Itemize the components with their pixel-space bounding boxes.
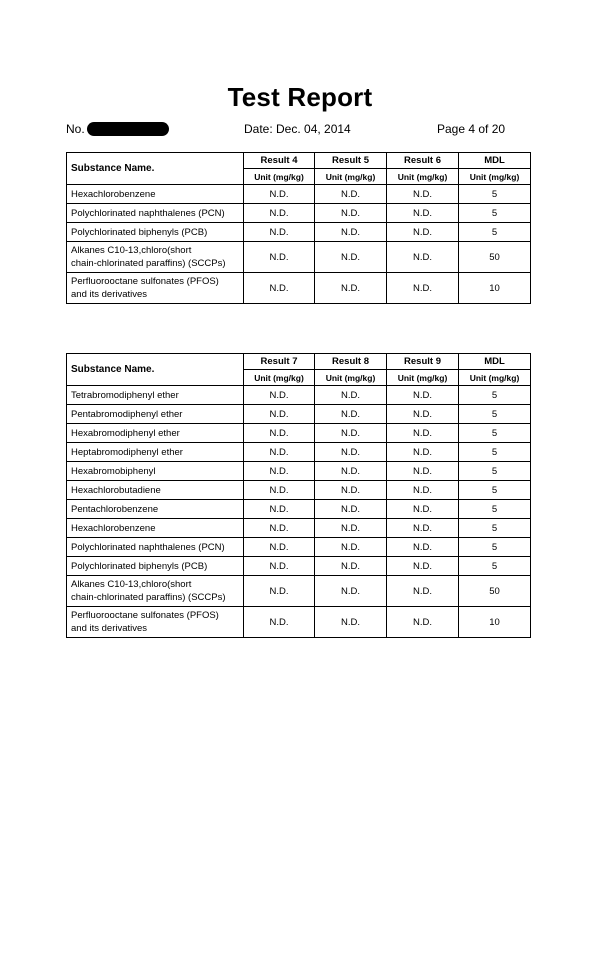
result-cell: N.D. (244, 223, 315, 242)
result-cell: N.D. (387, 607, 459, 638)
result-cell: N.D. (244, 500, 315, 519)
page-title: Test Report (227, 82, 373, 112)
column-header: MDL (459, 354, 531, 370)
result-cell: N.D. (315, 405, 387, 424)
report-number-label: No. (66, 122, 85, 136)
table-2-body (67, 386, 531, 638)
table-row (67, 242, 531, 273)
column-header: Result 9 (387, 354, 459, 370)
column-header: Result 5 (315, 153, 387, 169)
mdl-cell: 5 (459, 424, 531, 443)
result-cell: N.D. (387, 462, 459, 481)
result-cell: N.D. (244, 185, 315, 204)
result-cell: N.D. (244, 557, 315, 576)
column-header: Result 6 (387, 153, 459, 169)
mdl-cell: 5 (459, 481, 531, 500)
result-cell: N.D. (315, 500, 387, 519)
table-row (67, 462, 531, 481)
result-cell: N.D. (387, 185, 459, 204)
result-cell: N.D. (387, 223, 459, 242)
table-row (67, 204, 531, 223)
unit-header: Unit (mg/kg) (387, 169, 459, 185)
result-cell: N.D. (387, 576, 459, 607)
column-header: MDL (459, 153, 531, 169)
result-cell: N.D. (387, 273, 459, 304)
result-cell: N.D. (315, 519, 387, 538)
unit-header: Unit (mg/kg) (315, 169, 387, 185)
substance-name-cell: Hexabromodiphenyl ether (67, 424, 244, 443)
result-cell: N.D. (244, 204, 315, 223)
table-row (67, 519, 531, 538)
result-cell: N.D. (387, 405, 459, 424)
table-row (67, 405, 531, 424)
table-row (67, 386, 531, 405)
table-row (67, 424, 531, 443)
column-header: Result 4 (244, 153, 315, 169)
unit-header: Unit (mg/kg) (244, 169, 315, 185)
result-cell: N.D. (315, 223, 387, 242)
result-cell: N.D. (244, 607, 315, 638)
column-header: Result 8 (315, 354, 387, 370)
result-cell: N.D. (244, 519, 315, 538)
substance-name-line: Alkanes C10-13,chloro(short (71, 579, 192, 590)
table-1-body (67, 185, 531, 304)
mdl-cell: 50 (459, 576, 531, 607)
result-cell: N.D. (244, 481, 315, 500)
result-cell: N.D. (387, 443, 459, 462)
result-cell: N.D. (244, 405, 315, 424)
substance-name-line: Alkanes C10-13,chloro(short (71, 245, 192, 256)
substance-name-cell (67, 242, 244, 273)
result-cell: N.D. (244, 576, 315, 607)
result-cell: N.D. (387, 557, 459, 576)
substance-name-cell: Hexachlorobenzene (67, 185, 244, 204)
result-cell: N.D. (315, 538, 387, 557)
unit-header: Unit (mg/kg) (459, 169, 531, 185)
page-number: Page 4 of 20 (437, 122, 506, 136)
mdl-cell: 5 (459, 443, 531, 462)
result-cell: N.D. (387, 242, 459, 273)
mdl-cell: 10 (459, 273, 531, 304)
mdl-cell: 5 (459, 185, 531, 204)
substance-name-cell (67, 607, 244, 638)
table-row (67, 223, 531, 242)
table-row (67, 481, 531, 500)
report-date: Date: Dec. 04, 2014 (244, 122, 351, 136)
mdl-cell: 5 (459, 538, 531, 557)
result-cell: N.D. (315, 424, 387, 443)
substance-name-cell (67, 576, 244, 607)
substance-name-line: Perfluorooctane sulfonates (PFOS) (71, 610, 219, 621)
result-cell: N.D. (387, 500, 459, 519)
result-cell: N.D. (244, 443, 315, 462)
result-cell: N.D. (387, 519, 459, 538)
mdl-cell: 5 (459, 223, 531, 242)
result-cell: N.D. (315, 242, 387, 273)
result-cell: N.D. (244, 424, 315, 443)
result-cell: N.D. (315, 443, 387, 462)
mdl-cell: 5 (459, 557, 531, 576)
substance-name-line: and its derivatives (71, 623, 148, 634)
table-row (67, 607, 531, 638)
result-cell: N.D. (244, 273, 315, 304)
table-row (67, 576, 531, 607)
unit-header: Unit (mg/kg) (387, 370, 459, 386)
substance-name-header: Substance Name. (67, 354, 244, 386)
substance-name-cell: Hexachlorobenzene (67, 519, 244, 538)
result-cell: N.D. (244, 462, 315, 481)
substance-name-cell: Polychlorinated biphenyls (PCB) (67, 557, 244, 576)
substance-name-cell: Hexabromobiphenyl (67, 462, 244, 481)
result-cell: N.D. (315, 557, 387, 576)
substance-name-cell: Tetrabromodiphenyl ether (67, 386, 244, 405)
mdl-cell: 50 (459, 242, 531, 273)
report-number (66, 122, 169, 137)
mdl-cell: 10 (459, 607, 531, 638)
substance-name-cell: Heptabromodiphenyl ether (67, 443, 244, 462)
redaction-box (87, 122, 169, 136)
mdl-cell: 5 (459, 204, 531, 223)
result-cell: N.D. (244, 538, 315, 557)
column-header: Result 7 (244, 354, 315, 370)
unit-header: Unit (mg/kg) (459, 370, 531, 386)
substance-name-cell: Polychlorinated biphenyls (PCB) (67, 223, 244, 242)
unit-header: Unit (mg/kg) (315, 370, 387, 386)
result-cell: N.D. (315, 185, 387, 204)
substance-name-line: chain-chlorinated paraffins) (SCCPs) (71, 258, 226, 269)
result-cell: N.D. (387, 424, 459, 443)
substance-name-cell: Pentabromodiphenyl ether (67, 405, 244, 424)
table-row (67, 557, 531, 576)
results-table-2 (66, 353, 531, 638)
substance-name-line: and its derivatives (71, 289, 148, 300)
mdl-cell: 5 (459, 462, 531, 481)
substance-name-header: Substance Name. (67, 153, 244, 185)
result-cell: N.D. (315, 386, 387, 405)
result-cell: N.D. (315, 576, 387, 607)
result-cell: N.D. (244, 386, 315, 405)
substance-name-line: chain-chlorinated paraffins) (SCCPs) (71, 592, 226, 603)
mdl-cell: 5 (459, 386, 531, 405)
result-cell: N.D. (387, 481, 459, 500)
mdl-cell: 5 (459, 405, 531, 424)
table-row (67, 273, 531, 304)
result-cell: N.D. (387, 538, 459, 557)
result-cell: N.D. (315, 273, 387, 304)
mdl-cell: 5 (459, 500, 531, 519)
table-row (67, 500, 531, 519)
result-cell: N.D. (315, 204, 387, 223)
substance-name-cell: Pentachlorobenzene (67, 500, 244, 519)
substance-name-cell (67, 273, 244, 304)
results-table-1 (66, 152, 531, 304)
substance-name-cell: Polychlorinated naphthalenes (PCN) (67, 204, 244, 223)
result-cell: N.D. (315, 462, 387, 481)
result-cell: N.D. (387, 386, 459, 405)
table-row (67, 538, 531, 557)
unit-header: Unit (mg/kg) (244, 370, 315, 386)
result-cell: N.D. (387, 204, 459, 223)
table-row (67, 185, 531, 204)
result-cell: N.D. (244, 242, 315, 273)
substance-name-cell: Polychlorinated naphthalenes (PCN) (67, 538, 244, 557)
substance-name-cell: Hexachlorobutadiene (67, 481, 244, 500)
substance-name-line: Perfluorooctane sulfonates (PFOS) (71, 276, 219, 287)
mdl-cell: 5 (459, 519, 531, 538)
result-cell: N.D. (315, 481, 387, 500)
table-row (67, 443, 531, 462)
result-cell: N.D. (315, 607, 387, 638)
